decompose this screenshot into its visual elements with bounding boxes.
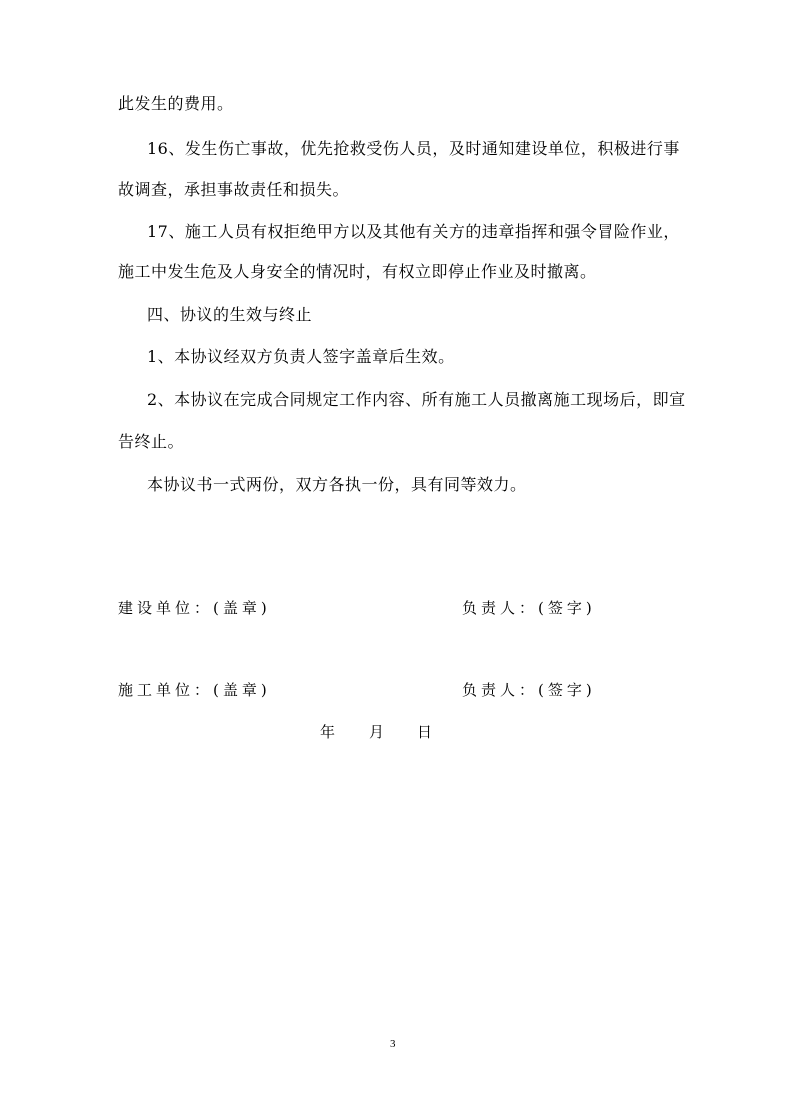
paragraph-line: 2、本协议在完成合同规定工作内容、所有施工人员撤离施工现场后，即宣 — [147, 390, 686, 409]
paragraph-line: 本协议书一式两份，双方各执一份，具有同等效力。 — [147, 475, 527, 494]
paragraph-line: 施工中发生危及人身安全的情况时，有权立即停止作业及时撤离。 — [118, 262, 597, 281]
paragraph-line: 告终止。 — [118, 432, 185, 451]
paragraph-line: 17、施工人员有权拒绝甲方以及其他有关方的违章指挥和强令冒险作业， — [147, 222, 680, 241]
owner-unit-seal-label: 建设单位：(盖章) — [118, 599, 271, 617]
paragraph-line: 16、发生伤亡事故，优先抢救受伤人员，及时通知建设单位，积极进行事 — [147, 139, 680, 158]
paragraph-line: 此发生的费用。 — [118, 94, 234, 113]
date-day: 日 — [417, 723, 433, 741]
paragraph-line: 1、本协议经双方负责人签字盖章后生效。 — [147, 347, 455, 366]
date-year: 年 — [320, 723, 336, 741]
paragraph-line: 故调查，承担事故责任和损失。 — [118, 180, 350, 199]
date-month: 月 — [369, 723, 385, 741]
contractor-unit-seal-label: 施工单位：(盖章) — [118, 681, 271, 699]
contractor-person-sign-label: 负责人：(签字) — [462, 681, 596, 699]
page-number: 3 — [390, 1038, 396, 1050]
owner-person-sign-label: 负责人：(签字) — [462, 599, 596, 617]
section-heading: 四、协议的生效与终止 — [147, 305, 313, 324]
